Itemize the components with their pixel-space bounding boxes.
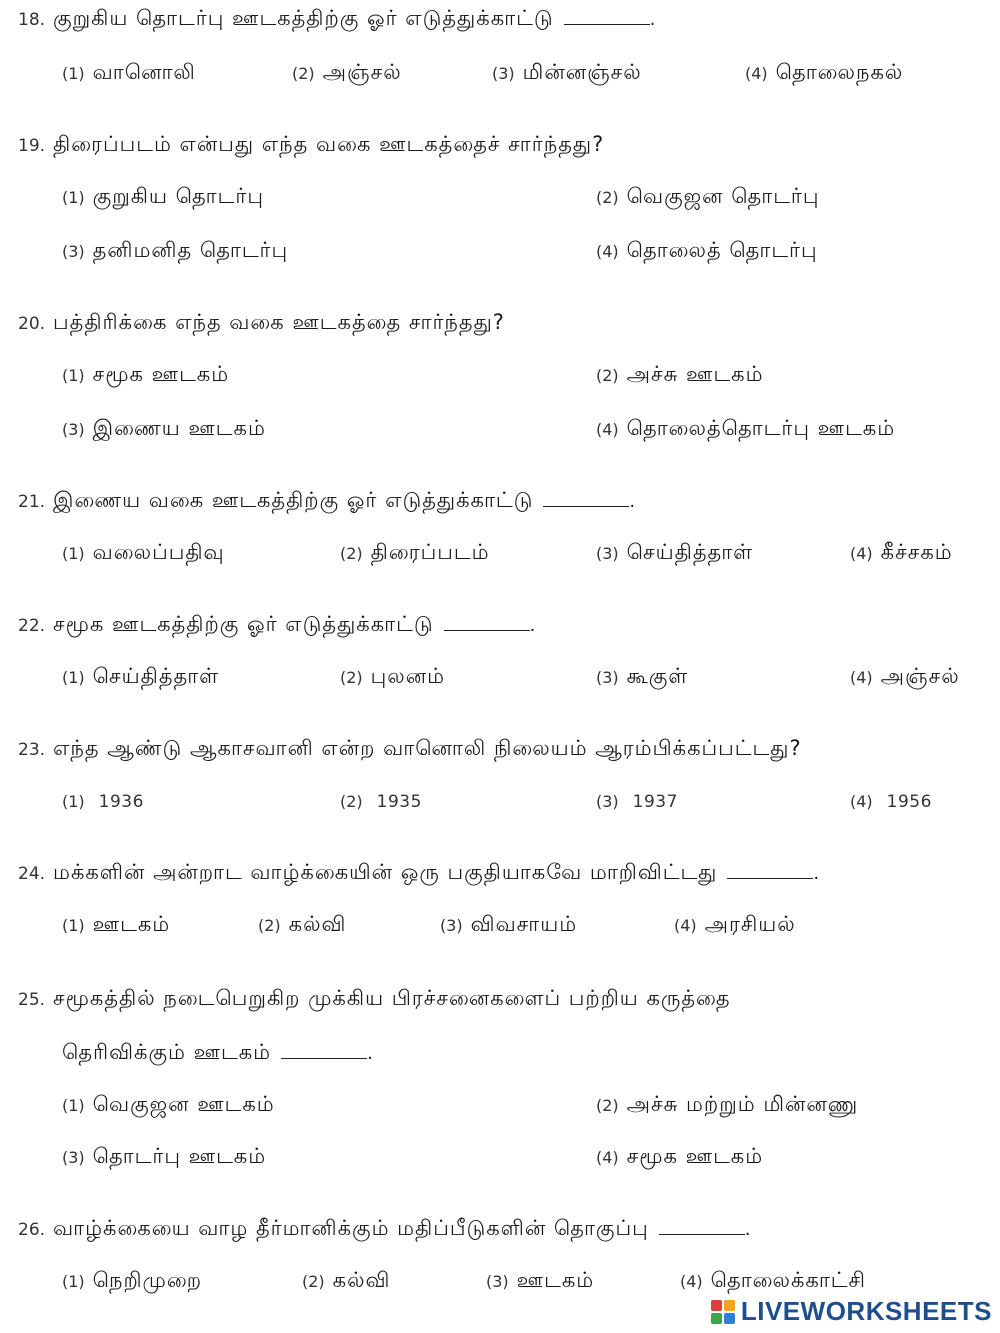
option-3[interactable]: (3) 1937 [596, 792, 678, 812]
question-stem-continued: தெரிவிக்கும் ஊடகம் . [62, 1040, 373, 1064]
question-stem: 26. வாழ்க்கையை வாழ தீர்மானிக்கும் மதிப்பீடுகளின் தொகுப்பு . [18, 1216, 751, 1240]
option-1[interactable]: (1) வானொலி [62, 60, 196, 84]
question-stem [18, 132, 604, 159]
question-text: எந்த ஆண்டு ஆகாசவானி என்ற வானொலி நிலையம் ஆரம்பிக்கப்பட்டது? [53, 736, 802, 760]
option-1[interactable]: (1) 1936 [62, 792, 144, 812]
question-text: வாழ்க்கையை வாழ தீர்மானிக்கும் மதிப்பீடுகளின் தொகுப்பு [53, 1216, 649, 1240]
answer-blank[interactable] [659, 1216, 745, 1235]
option-2[interactable]: (2) கல்வி [258, 912, 347, 936]
question-stem [18, 736, 802, 763]
option-3[interactable]: (3) கூகுள் [596, 664, 689, 688]
question-number: 20. [18, 314, 46, 334]
question-number: 23. [18, 740, 46, 760]
option-4[interactable]: (4) அரசியல் [674, 912, 796, 936]
option-1[interactable]: (1) செய்தித்தாள் [62, 664, 220, 688]
question-stem: 21. இணைய வகை ஊடகத்திற்கு ஓர் எடுத்துக்காட்டு . [18, 488, 636, 512]
option-3[interactable]: (3) இணைய ஊடகம் [62, 416, 266, 440]
brand-logo-icon [711, 1300, 735, 1324]
question-stem: 24. மக்களின் அன்றாட வாழ்க்கையின் ஒரு பகுதியாகவே மாறிவிட்டது . [18, 860, 820, 884]
liveworksheets-logo[interactable] [711, 1296, 992, 1327]
question-text: திரைப்படம் என்பது எந்த வகை ஊடகத்தைச் சார்ந்தது? [53, 132, 605, 156]
question-text: பத்திரிக்கை எந்த வகை ஊடகத்தை சார்ந்தது? [53, 310, 505, 334]
question-number: 18. [18, 10, 46, 30]
question-text: இணைய வகை ஊடகத்திற்கு ஓர் எடுத்துக்காட்டு [53, 488, 534, 512]
option-4[interactable]: (4) தொலைநகல் [745, 60, 904, 84]
question-text: மக்களின் அன்றாட வாழ்க்கையின் ஒரு பகுதியாகவே மாறிவிட்டது [53, 860, 718, 884]
logo-square-blue [724, 1313, 735, 1324]
option-4[interactable]: (4) தொலைத்தொடர்பு ஊடகம் [596, 416, 896, 440]
option-3[interactable]: (3) தனிமனித தொடர்பு [62, 238, 289, 262]
question-number: 24. [18, 864, 46, 884]
question-stem: 18. குறுகிய தொடர்பு ஊடகத்திற்கு ஓர் எடுத்துக்காட்டு . [18, 6, 656, 30]
brand-text: LIVEWORKSHEETS [740, 1296, 992, 1326]
option-1[interactable]: (1) வலைப்பதிவு [62, 540, 225, 564]
question-stem: 22. சமூக ஊடகத்திற்கு ஓர் எடுத்துக்காட்டு . [18, 612, 536, 636]
option-1[interactable]: (1) சமூக ஊடகம் [62, 362, 230, 386]
option-4[interactable]: (4) கீச்சகம் [850, 540, 953, 564]
option-3[interactable]: (3) ஊடகம் [486, 1268, 595, 1292]
option-1[interactable]: (1) குறுகிய தொடர்பு [62, 184, 264, 208]
option-2[interactable]: (2) அச்சு மற்றும் மின்னணு [596, 1092, 859, 1116]
question-number: 22. [18, 616, 46, 636]
answer-blank[interactable] [727, 860, 813, 879]
answer-blank[interactable] [281, 1040, 367, 1059]
question-text: சமூகத்தில் நடைபெறுகிற முக்கிய பிரச்சனைகளைப் பற்றிய கருத்தை [53, 986, 731, 1010]
question-number: 25. [18, 990, 46, 1010]
question-text-continued: தெரிவிக்கும் ஊடகம் [62, 1040, 272, 1064]
option-3[interactable]: (3) தொடர்பு ஊடகம் [62, 1144, 267, 1168]
option-3[interactable]: (3) மின்னஞ்சல் [492, 60, 642, 84]
option-1[interactable]: (1) ஊடகம் [62, 912, 171, 936]
option-2[interactable]: (2) அச்சு ஊடகம் [596, 362, 764, 386]
answer-blank[interactable] [444, 612, 530, 631]
option-3[interactable]: (3) செய்தித்தாள் [596, 540, 754, 564]
question-number: 21. [18, 492, 46, 512]
answer-blank[interactable] [564, 6, 650, 25]
question-text: குறுகிய தொடர்பு ஊடகத்திற்கு ஓர் எடுத்துக்காட்டு [53, 6, 554, 30]
option-4[interactable]: (4) தொலைத் தொடர்பு [596, 238, 818, 262]
logo-square-orange [724, 1300, 735, 1311]
question-stem [18, 986, 731, 1013]
option-1[interactable]: (1) நெறிமுறை [62, 1268, 203, 1292]
option-2[interactable]: (2) புலனம் [340, 664, 445, 688]
logo-square-red [711, 1300, 722, 1311]
option-2[interactable]: (2) கல்வி [302, 1268, 391, 1292]
option-2[interactable]: (2) வெகுஜன தொடர்பு [596, 184, 820, 208]
answer-blank[interactable] [543, 488, 629, 507]
option-3[interactable]: (3) விவசாயம் [440, 912, 578, 936]
option-4[interactable]: (4) அஞ்சல் [850, 664, 960, 688]
option-2[interactable]: (2) அஞ்சல் [292, 60, 402, 84]
option-2[interactable]: (2) 1935 [340, 792, 422, 812]
option-1[interactable]: (1) வெகுஜன ஊடகம் [62, 1092, 275, 1116]
question-number: 19. [18, 136, 46, 156]
logo-square-green [711, 1313, 722, 1324]
option-4[interactable]: (4) சமூக ஊடகம் [596, 1144, 764, 1168]
option-4[interactable]: (4) தொலைக்காட்சி [680, 1268, 866, 1292]
question-stem [18, 310, 505, 337]
question-text: சமூக ஊடகத்திற்கு ஓர் எடுத்துக்காட்டு [53, 612, 434, 636]
question-number: 26. [18, 1220, 46, 1240]
option-2[interactable]: (2) திரைப்படம் [340, 540, 490, 564]
option-4[interactable]: (4) 1956 [850, 792, 932, 812]
